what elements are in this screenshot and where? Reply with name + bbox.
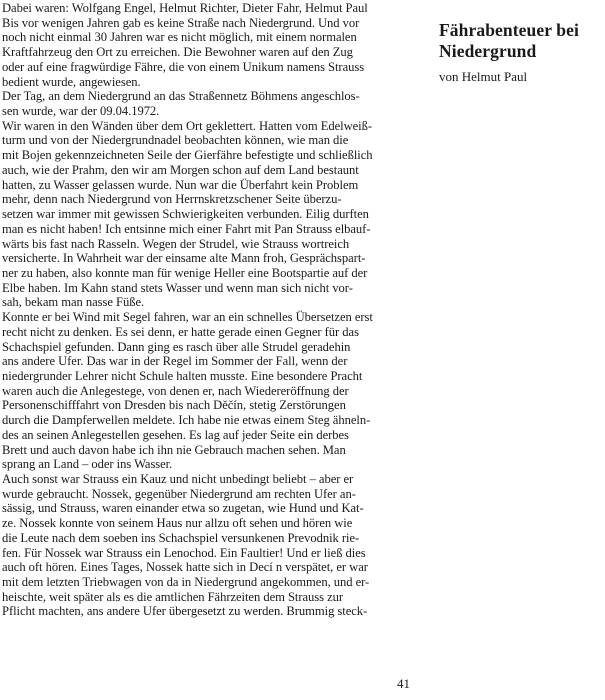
- body-line: man es nicht haben! Ich entsinne mich einer Fahrt mit Pan Strauss elbauf-: [2, 221, 371, 236]
- body-line: heischte, weit später als es die amtlichen Fährzeiten dem Strauss zur: [2, 589, 344, 604]
- body-line: niedergrunder Lehrer nicht Schule halten musste. Eine besondere Pracht: [2, 368, 363, 383]
- body-line: mit Bojen gekennzeichneten Seile der Gierfähre befestigte und schließlich: [2, 148, 373, 163]
- body-line: sen wurde, war der 09.04.1972.: [2, 104, 160, 119]
- body-line: ans andere Ufer. Das war in der Regel im Sommer der Fall, wenn der: [2, 354, 348, 369]
- body-line: Elbe haben. Im Kahn stand stets Wasser und wenn man sich nicht vor-: [2, 280, 353, 295]
- body-line: sprang an Land – oder ins Wasser.: [2, 457, 173, 472]
- body-line: turm und von der Niedergrundnadel beobachten können, wie man die: [2, 133, 349, 148]
- body-line: ze. Nossek konnte von seinem Haus nur allzu oft sehen und hören wie: [2, 516, 353, 531]
- body-line: ner zu haben, also konnte man für wenige Heller eine Bootspartie auf der: [2, 265, 368, 280]
- body-line: Auch sonst war Strauss ein Kauz und nicht unbedingt beliebt – aber er: [2, 472, 354, 486]
- body-line: sah, bekam man nasse Füße.: [2, 295, 145, 310]
- body-line: wärts bis fast nach Rasseln. Wegen der Strudel, wie Strauss wortreich: [2, 236, 350, 251]
- body-line: recht nicht zu denken. Es sei denn, er hatte gerade einen Gegner für das: [2, 324, 359, 339]
- body-line: bedient wurde, angewiesen.: [2, 74, 141, 89]
- body-line: versicherte. In Wahrheit war der einsame alte Mann froh, Gesprächspart-: [2, 251, 366, 266]
- article-title-line-2: Niedergrund: [439, 41, 537, 61]
- body-line: waren auch die Anlegestege, von denen er, nach Wiedereröffnung der: [2, 383, 349, 398]
- body-line: Dabei waren: Wolfgang Engel, Helmut Richter, Dieter Fahr, Helmut Paul: [2, 1, 368, 15]
- body-line: die Leute nach dem soeben ins Schachspiel versunkenen Prevodnik rie-: [2, 530, 360, 545]
- body-line: wurde gebraucht. Nossek, gegenüber Niedergrund am rechten Ufer an-: [2, 486, 356, 501]
- body-line: Der Tag, an dem Niedergrund an das Straßennetz Böhmens angeschlos-: [2, 89, 360, 104]
- body-line: Brett und auch davon habe ich ihn nie Gebrauch machen sehen. Man: [2, 442, 346, 457]
- body-line: mehr, denn nach Niedergrund von Herrnskretzschener Seite überzu-: [2, 192, 342, 207]
- body-line: Personenschifffahrt von Dresden bis nach Děčín, stetig Zerstörungen: [2, 398, 346, 413]
- body-line: setzen war immer mit gewissen Schwierigkeiten verbunden. Eilig durften: [2, 207, 369, 222]
- article-title: [439, 20, 605, 62]
- body-line: Pflicht machten, ans andere Ufer übergesetzt zu werden. Brummig steck-: [2, 604, 368, 619]
- body-line: oder auf eine fragwürdige Fähre, die von einem Unikum namens Strauss: [2, 59, 365, 74]
- article-author: von Helmut Paul: [439, 69, 528, 84]
- body-line: durch die Dampferwellen meldete. Ich habe nie etwas einem Steg ähneln-: [2, 413, 371, 428]
- body-line: Konnte er bei Wind mit Segel fahren, war an ein schnelles Übersetzen erst: [2, 310, 373, 325]
- body-line: sässig, und Strauss, waren einander etwa so zugetan, wie Hund und Kat-: [2, 501, 364, 516]
- body-line: auch oft hören. Eines Tages, Nossek hatte sich in Decí n verspätet, er war: [2, 560, 368, 575]
- page-number: 41: [397, 676, 410, 691]
- body-line: Kraftfahrzeug den Ort zu erreichen. Die Bewohner waren auf den Zug: [2, 45, 353, 60]
- body-line: Bis vor wenigen Jahren gab es keine Straße nach Niedergrund. Und vor: [2, 15, 360, 30]
- body-line: Wir waren in den Wänden über dem Ort geklettert. Hatten vom Edelweiß-: [2, 118, 372, 133]
- body-line: noch nicht einmal 30 Jahren war es nicht möglich, mit einem normalen: [2, 30, 357, 45]
- article-header: [439, 20, 605, 84]
- article-title-line-1: Fährabenteuer bei: [439, 20, 579, 40]
- body-line: fen. Für Nossek war Strauss ein Lenochod. Ein Faultier! Und er ließ dies: [2, 545, 366, 560]
- body-line: des an seinen Anlegestellen gesehen. Es lag auf jeder Seite ein derbes: [2, 427, 349, 442]
- body-line: auch, wie der Prahm, den wir am Morgen schon auf dem Land bestaunt: [2, 162, 359, 177]
- body-line: hatten, zu Wasser gelassen wurde. Nun war die Überfahrt kein Problem: [2, 177, 359, 192]
- article-body: [2, 1, 420, 619]
- body-line: mit dem letzten Triebwagen von da in Niedergrund angekommen, und er-: [2, 575, 370, 590]
- body-line: Schachspiel gefunden. Dann ging es rasch über alle Strudel geradehin: [2, 339, 351, 354]
